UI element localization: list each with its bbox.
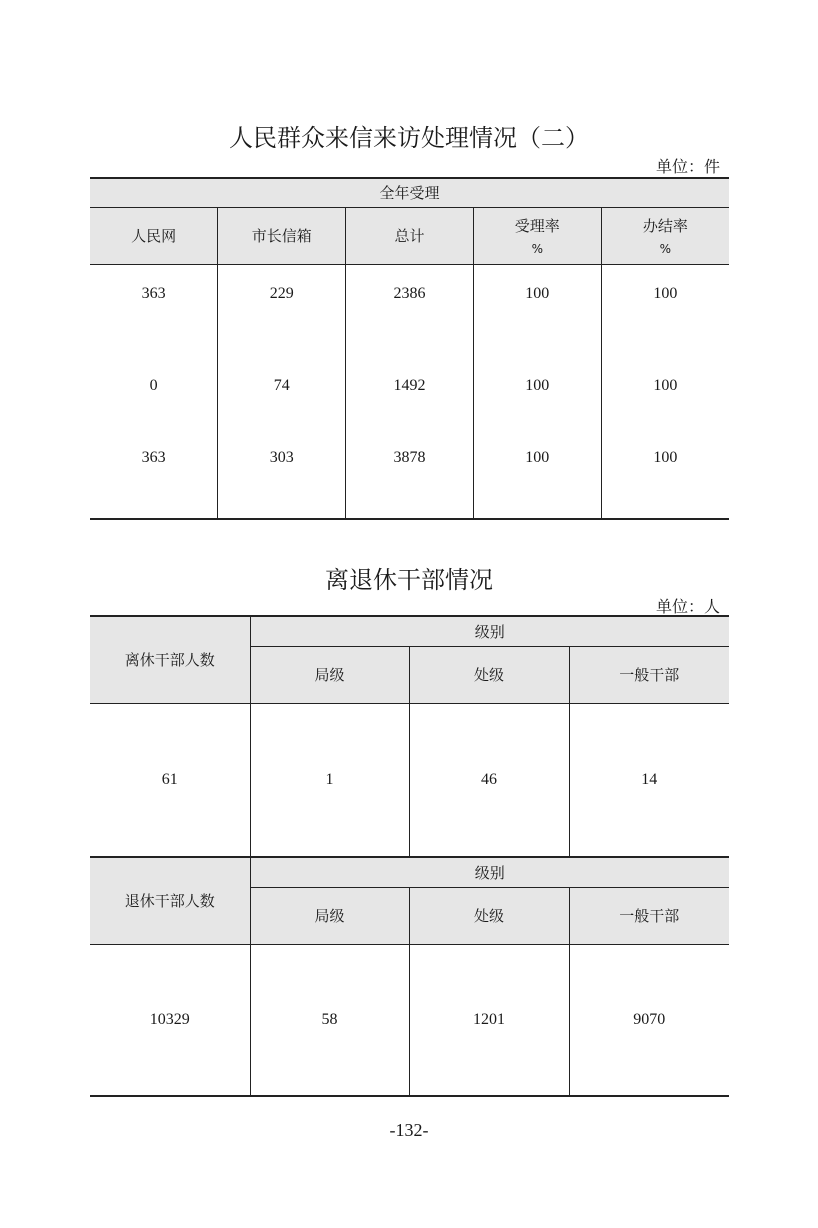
col-header: 一般干部 [569, 887, 729, 944]
table-row: 10329 58 1201 9070 [90, 944, 729, 1096]
row-header: 退休干部人数 [90, 857, 250, 944]
table1-unit: 单位：件 [655, 157, 720, 176]
col-header: 一般干部 [569, 646, 729, 703]
table-row: 363 303 3878 100 100 [90, 435, 729, 519]
col-header: 办结率 % [601, 207, 729, 264]
letters-visits-table [90, 177, 729, 520]
table-row: 61 1 46 14 [90, 703, 729, 857]
table-row: 363 229 2386 100 100 [90, 264, 729, 336]
row-header: 离休干部人数 [90, 616, 250, 703]
table2-unit: 单位：人 [655, 597, 720, 616]
col-header: 局级 [250, 646, 409, 703]
group-header: 级别 [250, 857, 729, 887]
table-row: 0 74 1492 100 100 [90, 336, 729, 435]
page-number: -132- [389, 1120, 429, 1140]
col-header: 局级 [250, 887, 409, 944]
col-header: 市长信箱 [218, 207, 346, 264]
group-header: 全年受理 [90, 178, 729, 207]
group-header: 级别 [250, 616, 729, 646]
col-header: 总计 [346, 207, 474, 264]
col-header: 人民网 [90, 207, 218, 264]
col-header: 处级 [409, 646, 569, 703]
col-header: 处级 [409, 887, 569, 944]
table2-title: 离退休干部情况 [325, 566, 493, 594]
col-header: 受理率 % [473, 207, 601, 264]
retired-cadres-table [90, 615, 729, 1097]
table1-title: 人民群众来信来访处理情况（二） [229, 124, 589, 152]
